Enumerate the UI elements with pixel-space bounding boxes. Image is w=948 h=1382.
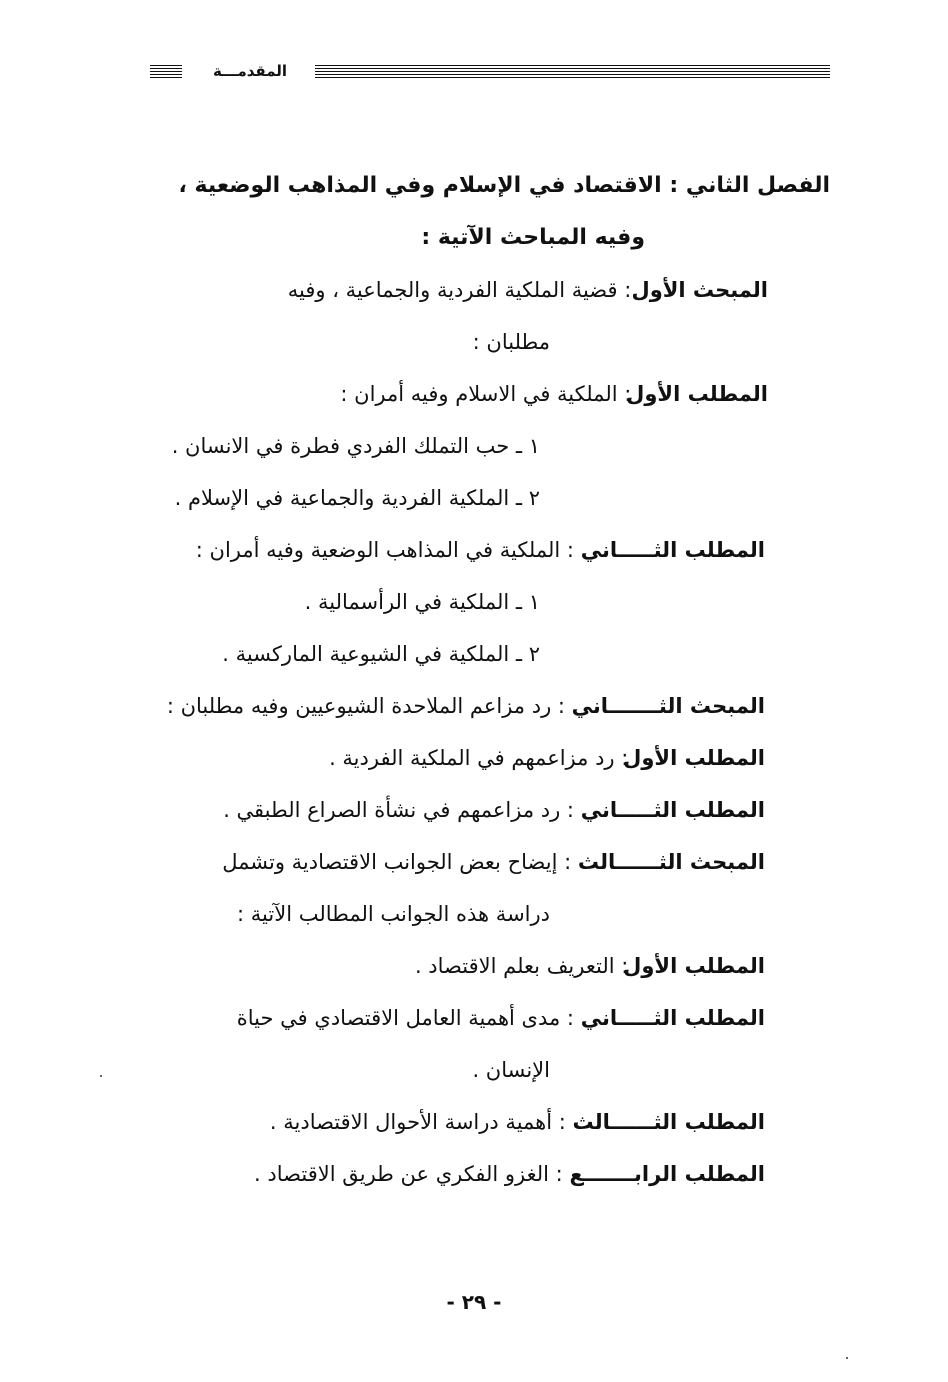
chapter-title-line-2: وفيه المباحث الآتية :: [421, 225, 645, 250]
running-header: [150, 56, 830, 86]
section-label: المطلب الأول: [623, 746, 765, 770]
scan-speck: [100, 1075, 102, 1077]
section-text: : الملكية في الاسلام وفيه أمران :: [340, 382, 632, 406]
section-label: المطلب الثـــــاني: [580, 1006, 765, 1030]
toc-row-continuation: دراسة هذه الجوانب المطالب الآتية :: [237, 902, 550, 926]
section-text: : مدى أهمية العامل الاقتصادي في حياة: [236, 1006, 575, 1030]
section-label: المطلب الأول: [623, 954, 765, 978]
section-text: : قضية الملكية الفردية والجماعية ، وفيه: [287, 278, 632, 302]
section-label: المطلب الثــــــالث: [572, 1110, 765, 1134]
section-label: المطلب الثـــــاني: [580, 538, 765, 562]
toc-row-continuation: الإنسان .: [472, 1058, 550, 1082]
toc-subitem: ١ ـ الملكية في الرأسمالية .: [304, 590, 540, 614]
toc-subitem: ١ ـ حب التملك الفردي فطرة في الانسان .: [171, 434, 540, 458]
section-text: : رد مزاعمهم في نشأة الصراع الطبقي .: [223, 798, 575, 822]
header-title: المقدمـــة: [212, 62, 288, 80]
toc-row: [120, 524, 830, 576]
toc-row: [120, 992, 830, 1044]
toc-subitem: ٢ ـ الملكية في الشيوعية الماركسية .: [222, 642, 540, 666]
section-label: المطلب الثـــــاني: [580, 798, 765, 822]
section-text: : رد مزاعمهم في الملكية الفردية .: [329, 746, 629, 770]
section-label: المبحث الثـــــــاني: [571, 694, 765, 718]
section-text: : الغزو الفكري عن طريق الاقتصاد .: [254, 1162, 563, 1186]
section-label: المبحث الثــــــالث: [577, 850, 765, 874]
toc-row: [120, 264, 830, 316]
header-rule-right: [315, 65, 830, 79]
toc-row: [120, 940, 830, 992]
section-text: : رد مزاعم الملاحدة الشيوعيين وفيه مطلبان :: [166, 694, 565, 718]
page-number: - ٢٩ -: [446, 1290, 502, 1314]
toc-row: [120, 368, 830, 420]
table-of-contents: [120, 160, 830, 1200]
section-label: المطلب الرابـــــــع: [569, 1162, 765, 1186]
toc-row: [120, 1148, 830, 1200]
section-label: المطلب الأول: [626, 382, 768, 406]
toc-row: [120, 784, 830, 836]
toc-row: [120, 1096, 830, 1148]
toc-row: [120, 836, 830, 888]
toc-subitem: ٢ ـ الملكية الفردية والجماعية في الإسلام .: [174, 486, 540, 510]
toc-row: [120, 732, 830, 784]
section-label: المبحث الأول: [631, 278, 768, 302]
toc-row: [120, 680, 830, 732]
toc-row-continuation: مطلبان :: [472, 330, 550, 354]
chapter-title-line-1: الفصل الثاني : الاقتصاد في الإسلام وفي المذاهب الوضعية ،: [178, 173, 830, 198]
section-text: : التعريف بعلم الاقتصاد .: [414, 954, 629, 978]
scan-speck: [846, 1357, 848, 1359]
header-rule-left: [150, 65, 182, 79]
section-text: : الملكية في المذاهب الوضعية وفيه أمران :: [195, 538, 575, 562]
section-text: : إيضاح بعض الجوانب الاقتصادية وتشمل: [222, 850, 572, 874]
section-text: : أهمية دراسة الأحوال الاقتصادية .: [269, 1110, 566, 1134]
